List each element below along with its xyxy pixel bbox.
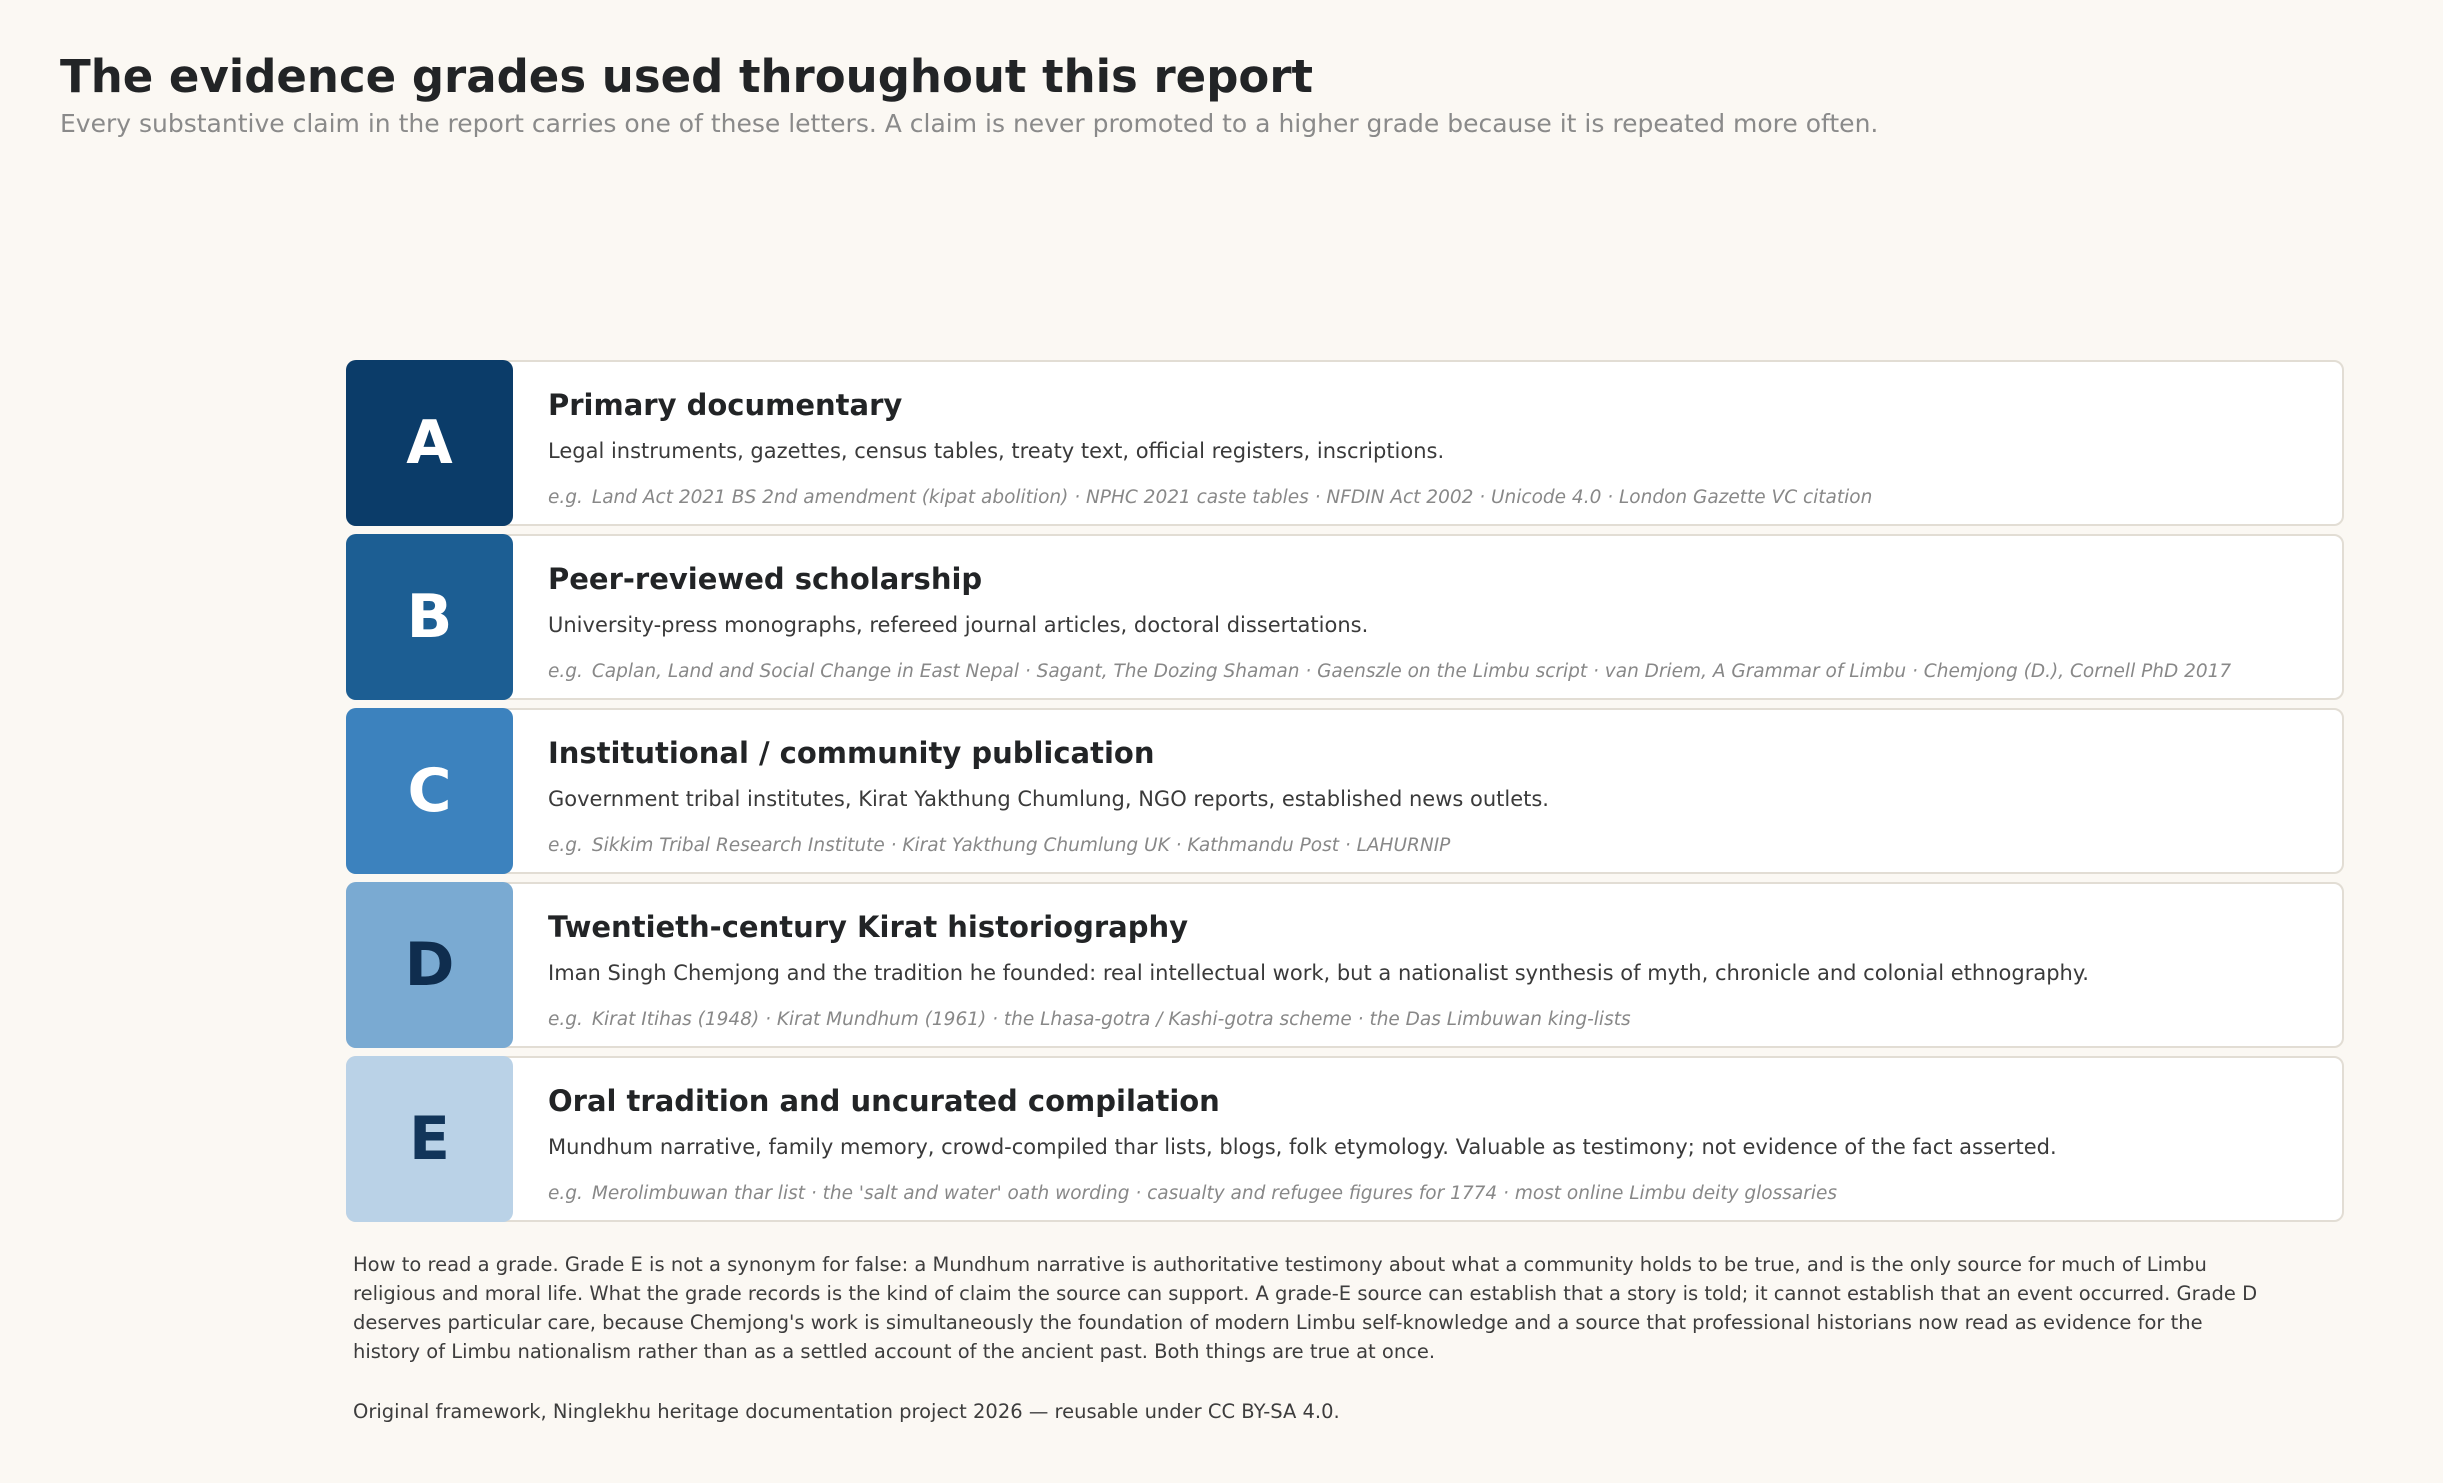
examples-text: Merolimbuwan thar list · the 'salt and water' oath wording · casualty and refugee figures for 1774 · most online Limbu deity glossaries (591, 1183, 1837, 1204)
grade-examples (548, 1009, 1631, 1030)
grade-description: Government tribal institutes, Kirat Yakthung Chumlung, NGO reports, established news outlets. (548, 787, 1549, 811)
grade-row-c (346, 708, 2344, 874)
examples-prefix: e.g. (548, 487, 583, 508)
grade-name: Oral tradition and uncurated compilation (548, 1084, 1220, 1118)
grade-examples (548, 835, 1450, 856)
grade-name: Institutional / community publication (548, 736, 1155, 770)
grade-examples (548, 1183, 1837, 1204)
examples-prefix: e.g. (548, 1183, 583, 1204)
grade-badge-a: A (346, 360, 513, 526)
examples-text: Land Act 2021 BS 2nd amendment (kipat abolition) · NPHC 2021 caste tables · NFDIN Act 2002 · Unicode 4.0 · London Gazette VC citation (591, 487, 1873, 508)
grade-badge-c: C (346, 708, 513, 874)
examples-prefix: e.g. (548, 1009, 583, 1030)
grade-row-a (346, 360, 2344, 526)
grade-name: Twentieth-century Kirat historiography (548, 910, 1189, 944)
grade-description: Iman Singh Chemjong and the tradition he founded: real intellectual work, but a nationalist synthesis of myth, chronicle and colonial ethnography. (548, 961, 2089, 985)
grade-description: Mundhum narrative, family memory, crowd-compiled thar lists, blogs, folk etymology. Valuable as testimony; not evidence of the fact asserted. (548, 1135, 2057, 1159)
examples-prefix: e.g. (548, 661, 583, 682)
how-to-read-note: How to read a grade. Grade E is not a synonym for false: a Mundhum narrative is authoritative testimony about what a community holds to be true, and is the only source for much of Limbu religious and moral life. What the grade records is the kind of claim the source can support. A grade-E source can establish that a story is told; it cannot establish that an event occurred. Grade D deserves particular care, because Chemjong's work is simultaneously the foundation of modern Limbu self-knowledge and a source that professional historians now read as evidence for the history of Limbu nationalism rather than as a settled account of the ancient past. Both things are true at once. (353, 1253, 2258, 1363)
grade-row-e (346, 1056, 2344, 1222)
examples-text: Sikkim Tribal Research Institute · Kirat Yakthung Chumlung UK · Kathmandu Post · LAHURNIP (591, 835, 1451, 856)
grade-row-d (346, 882, 2344, 1048)
credit-line: Original framework, Ninglekhu heritage documentation project 2026 — reusable under CC BY-SA 4.0. (353, 1400, 1340, 1423)
grade-name: Primary documentary (548, 388, 903, 422)
grade-badge-d: D (346, 882, 513, 1048)
examples-text: Kirat Itihas (1948) · Kirat Mundhum (1961) · the Lhasa-gotra / Kashi-gotra scheme · the Das Limbuwan king-lists (591, 1009, 1631, 1030)
grade-examples (548, 661, 2231, 682)
examples-text: Caplan, Land and Social Change in East Nepal · Sagant, The Dozing Shaman · Gaenszle on the Limbu script · van Driem, A Grammar of Limbu · Chemjong (D.), Cornell PhD 2017 (591, 661, 2232, 682)
grade-badge-b: B (346, 534, 513, 700)
page-subtitle: Every substantive claim in the report carries one of these letters. A claim is never promoted to a higher grade because it is repeated more often. (60, 109, 1879, 138)
grade-badge-e: E (346, 1056, 513, 1222)
page-title: The evidence grades used throughout this report (60, 50, 1314, 103)
grade-description: Legal instruments, gazettes, census tables, treaty text, official registers, inscriptions. (548, 439, 1445, 463)
examples-prefix: e.g. (548, 835, 583, 856)
grade-list (346, 360, 2344, 1230)
grade-description: University-press monographs, refereed journal articles, doctoral dissertations. (548, 613, 1369, 637)
grade-row-b (346, 534, 2344, 700)
grade-name: Peer-reviewed scholarship (548, 562, 983, 596)
grade-examples (548, 487, 1872, 508)
